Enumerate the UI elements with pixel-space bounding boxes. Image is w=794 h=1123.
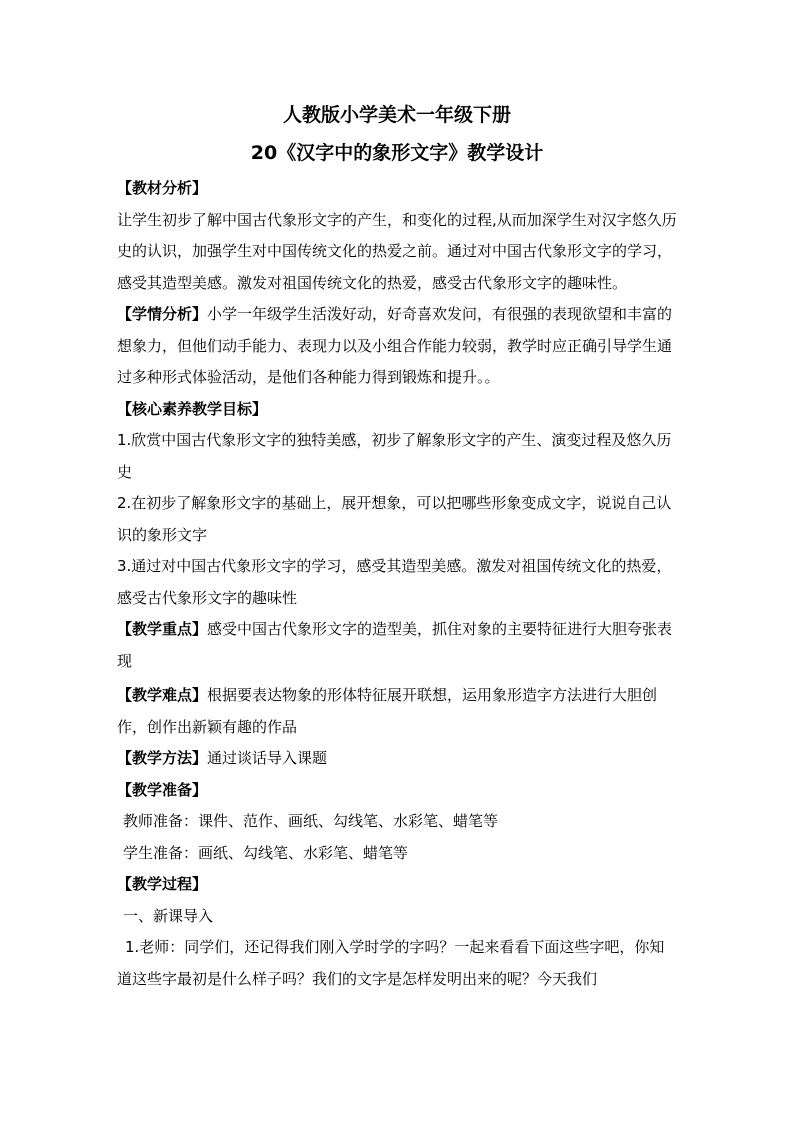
- methods-body: 通过谈话导入课题: [207, 749, 328, 767]
- process-heading: 【教学过程】: [117, 875, 208, 893]
- objective-item-1: 1.欣赏中国古代象形文字的独特美感，初步了解象形文字的产生、演变过程及悠久历史: [117, 431, 672, 481]
- difficulties-heading: 【教学难点】: [117, 686, 208, 704]
- textbook-analysis-body: 让学生初步了解中国古代象形文字的产生，和变化的过程,从而加深学生对汉字悠久历史的认识，加强学生对中国传统文化的热爱之前。通过对中国古代象形文字的学习，感受其造型美感。激发对祖国传统文化的热爱，感受古代象形文字的趣味性。: [117, 210, 677, 292]
- key-points-heading: 【教学重点】: [117, 620, 208, 638]
- preparation-heading: 【教学准备】: [117, 780, 208, 799]
- difficulties-body: 根据要表达物象的形体特征展开联想，运用象形造字方法进行大胆创作，创作出新颖有趣的作品: [117, 686, 658, 736]
- objective-item-3: 3.通过对中国古代象形文字的学习，感受其造型美感。激发对祖国传统文化的热爱，感受古代象形文字的趣味性: [117, 557, 672, 607]
- key-points-paragraph: [117, 614, 677, 677]
- methods-heading: 【教学方法】: [117, 749, 208, 767]
- process-step-1-text: 1.老师：同学们，还记得我们刚入学时学的字吗？一起来看看下面这些字吧，你知道这些字最初是什么样子吗？我们的文字是怎样发明出来的呢？今天我们: [117, 938, 665, 988]
- objective-item-2: 2.在初步了解象形文字的基础上，展开想象，可以把哪些形象变成文字，说说自己认识的象形文字: [117, 494, 672, 544]
- learner-analysis-body: 小学一年级学生活泼好动，好奇喜欢发问，有很强的表现欲望和丰富的想象力，但他们动手能力、表现力以及小组合作能力较弱，教学时应正确引导学生通过多种形式体验活动，是他们各种能力得到锻炼和提升。。: [117, 305, 673, 386]
- document-title: 人教版小学美术一年级下册: [282, 104, 511, 126]
- objectives-heading: 【核心素养教学目标】: [117, 399, 268, 418]
- document-content: [117, 100, 677, 995]
- learner-analysis-heading: 【学情分析】: [117, 305, 208, 323]
- process-step-1: [117, 932, 677, 995]
- teacher-preparation: 教师准备：课件、范作、画纸、勾线笔、水彩笔、蜡笔等: [123, 812, 499, 830]
- process-section-1: 一、新课导入: [123, 906, 214, 925]
- methods-paragraph: [117, 743, 677, 775]
- key-points-body: 感受中国古代象形文字的造型美，抓住对象的主要特征进行大胆夸张表现: [117, 620, 673, 670]
- student-preparation: 学生准备：画纸、勾线笔、水彩笔、蜡笔等: [123, 843, 409, 862]
- textbook-analysis-heading: 【教材分析】: [117, 179, 208, 197]
- difficulties-paragraph: [117, 680, 677, 743]
- document-subtitle: 20《汉字中的象形文字》教学设计: [250, 142, 544, 164]
- learner-analysis-paragraph: [117, 299, 677, 394]
